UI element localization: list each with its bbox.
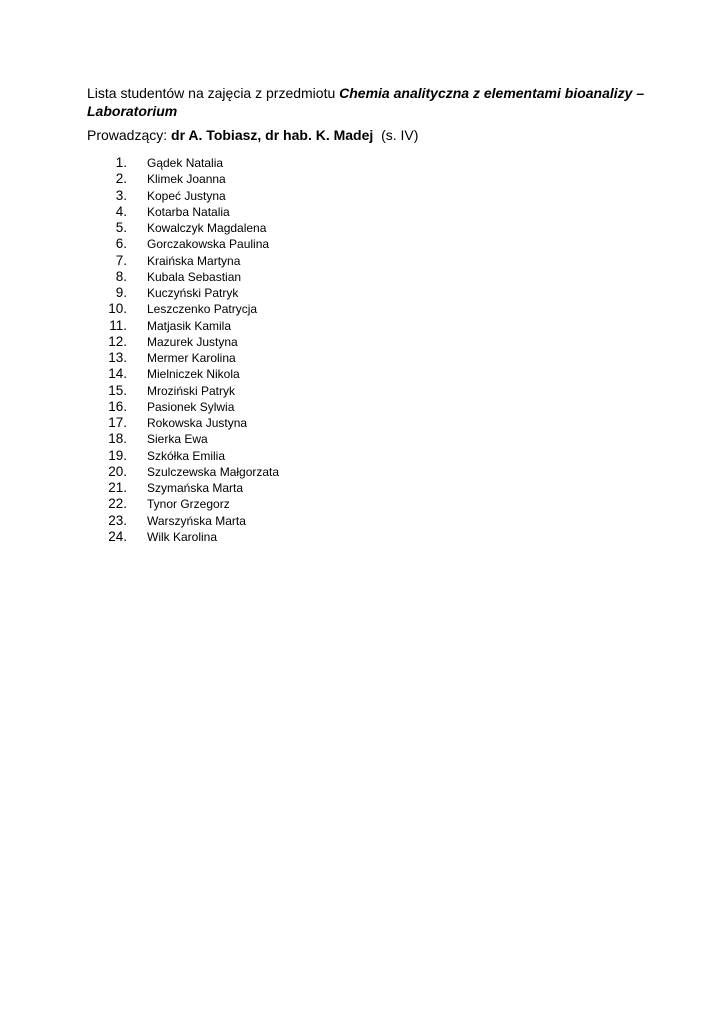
student-name: Gądek Natalia — [147, 156, 224, 170]
student-name: Mazurek Justyna — [147, 334, 238, 349]
instructors-line — [87, 126, 418, 144]
student-name: Warszyńska Marta — [147, 513, 246, 528]
student-name: Mermer Karolina — [147, 351, 236, 365]
list-item-number: 10. — [108, 301, 127, 317]
student-name: Klimek Joanna — [147, 172, 226, 187]
list-item-number: 22. — [108, 496, 127, 512]
list-item-number: 5. — [115, 220, 127, 235]
course-name: Chemia analityczna z elementami bioanalizy – Laboratorium — [87, 85, 645, 119]
instructors-label: Prowadzący: — [87, 127, 172, 143]
student-name: Kubala Sebastian — [147, 269, 242, 284]
list-item-number: 19. — [108, 447, 127, 463]
document-title — [87, 84, 647, 120]
student-name: Mielniczek Nikola — [147, 367, 240, 382]
student-name: Kuczyński Patryk — [147, 286, 239, 300]
list-item-number: 3. — [115, 187, 127, 203]
room-label: (s. IV) — [381, 127, 419, 143]
student-name: Sierka Ewa — [147, 432, 208, 447]
list-item-number: 1. — [115, 155, 127, 170]
student-name: Tynor Grzegorz — [147, 497, 230, 512]
list-item-number: 9. — [115, 285, 127, 300]
student-name: Mroziński Patryk — [147, 383, 236, 398]
list-item-number: 4. — [115, 203, 127, 219]
list-item-number: 23. — [108, 512, 127, 528]
student-name: Szkółka Emilia — [147, 448, 226, 463]
list-item-number: 13. — [108, 350, 127, 365]
list-item-number: 12. — [108, 333, 127, 349]
student-name: Szymańska Marta — [147, 481, 244, 495]
student-name: Pasionek Sylwia — [147, 399, 235, 414]
student-name: Kowalczyk Magdalena — [147, 221, 267, 235]
list-item-number: 11. — [109, 317, 127, 333]
student-name: Rokowska Justyna — [147, 416, 248, 430]
title-prefix: Lista studentów na zajęcia z przedmiotu — [87, 85, 340, 101]
student-name: Kraińska Martyna — [147, 253, 241, 268]
list-item-number: 17. — [108, 415, 127, 430]
list-item-number: 20. — [108, 463, 127, 479]
instructors-names: dr A. Tobiasz, dr hab. K. Madej — [171, 127, 374, 143]
list-item-number: 8. — [115, 268, 127, 284]
student-name: Wilk Karolina — [147, 529, 218, 544]
list-item-number: 6. — [115, 236, 127, 252]
list-item-number: 16. — [108, 398, 127, 414]
student-name: Gorczakowska Paulina — [147, 237, 270, 252]
list-item-number: 24. — [108, 528, 127, 544]
student-name: Szulczewska Małgorzata — [147, 464, 280, 479]
list-item-number: 21. — [108, 480, 127, 495]
list-item-number: 7. — [115, 252, 127, 268]
list-item-number: 15. — [108, 382, 127, 398]
student-name: Leszczenko Patrycja — [147, 302, 258, 317]
student-name: Matjasik Kamila — [147, 318, 232, 333]
list-item-number: 18. — [108, 431, 127, 447]
list-item-number: 2. — [115, 171, 127, 187]
list-item-number: 14. — [108, 366, 127, 382]
student-name: Kopeć Justyna — [147, 188, 226, 203]
student-name: Kotarba Natalia — [147, 204, 230, 219]
